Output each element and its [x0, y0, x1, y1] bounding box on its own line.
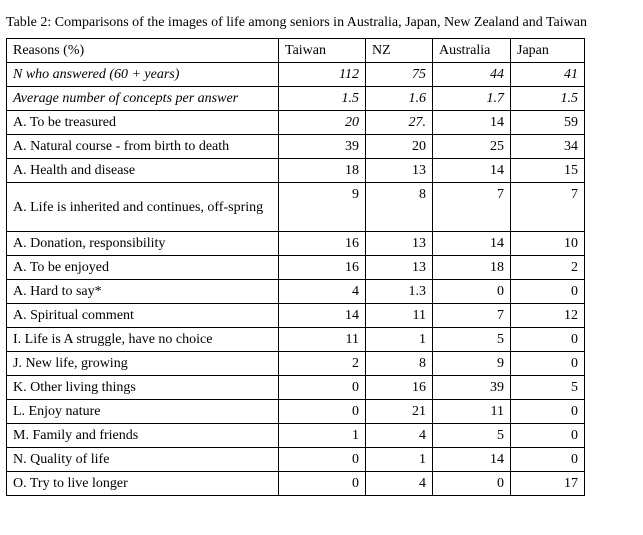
- row-value: 4: [366, 472, 433, 496]
- row-value: 13: [366, 159, 433, 183]
- row-label: J. New life, growing: [7, 352, 279, 376]
- table-row: [7, 183, 585, 232]
- header-reasons: Reasons (%): [7, 39, 279, 63]
- row-value: 1.7: [433, 87, 511, 111]
- row-value: 0: [511, 400, 585, 424]
- row-value: 0: [279, 400, 366, 424]
- row-value: 9: [433, 352, 511, 376]
- comparison-table: [6, 38, 585, 496]
- table-row: [7, 159, 585, 183]
- row-value: 39: [433, 376, 511, 400]
- header-japan: Japan: [511, 39, 585, 63]
- table-row: [7, 376, 585, 400]
- row-value: 16: [366, 376, 433, 400]
- table-header-row: [7, 39, 585, 63]
- row-label: K. Other living things: [7, 376, 279, 400]
- row-value: 44: [433, 63, 511, 87]
- row-value: 14: [433, 232, 511, 256]
- row-value: 7: [511, 183, 585, 232]
- header-nz: NZ: [366, 39, 433, 63]
- row-label: N. Quality of life: [7, 448, 279, 472]
- row-value: 8: [366, 183, 433, 232]
- table-row: [7, 256, 585, 280]
- row-value: 11: [366, 304, 433, 328]
- row-value: 13: [366, 256, 433, 280]
- row-value: 0: [279, 376, 366, 400]
- table-row: [7, 352, 585, 376]
- row-value: 13: [366, 232, 433, 256]
- row-label: O. Try to live longer: [7, 472, 279, 496]
- row-value: 10: [511, 232, 585, 256]
- row-label: A. Hard to say*: [7, 280, 279, 304]
- table-body: [7, 39, 585, 496]
- row-value: 16: [279, 232, 366, 256]
- table-caption: Table 2: Comparisons of the images of life among seniors in Australia, Japan, New Zealand and Taiwan: [6, 15, 587, 30]
- row-label: N who answered (60 + years): [7, 63, 279, 87]
- row-value: 0: [511, 448, 585, 472]
- row-value: 18: [279, 159, 366, 183]
- row-value: 2: [279, 352, 366, 376]
- row-value: 5: [511, 376, 585, 400]
- row-value: 5: [433, 424, 511, 448]
- table-row: [7, 232, 585, 256]
- row-value: 9: [279, 183, 366, 232]
- row-value: 4: [366, 424, 433, 448]
- row-value: 20: [279, 111, 366, 135]
- row-label: A. To be treasured: [7, 111, 279, 135]
- row-label: A. Health and disease: [7, 159, 279, 183]
- row-value: 14: [433, 159, 511, 183]
- row-value: 15: [511, 159, 585, 183]
- row-label: A. Natural course - from birth to death: [7, 135, 279, 159]
- row-value: 14: [279, 304, 366, 328]
- row-label: A. Spiritual comment: [7, 304, 279, 328]
- row-value: 1.5: [279, 87, 366, 111]
- row-value: 59: [511, 111, 585, 135]
- row-value: 4: [279, 280, 366, 304]
- row-value: 25: [433, 135, 511, 159]
- header-australia: Australia: [433, 39, 511, 63]
- row-value: 39: [279, 135, 366, 159]
- row-label: A. Donation, responsibility: [7, 232, 279, 256]
- row-value: 0: [511, 424, 585, 448]
- row-value: 18: [433, 256, 511, 280]
- row-label: I. Life is A struggle, have no choice: [7, 328, 279, 352]
- row-value: 1.5: [511, 87, 585, 111]
- row-value: 0: [511, 328, 585, 352]
- row-label: A. Life is inherited and continues, off-spring: [7, 183, 279, 232]
- row-value: 27.: [366, 111, 433, 135]
- row-value: 14: [433, 111, 511, 135]
- row-value: 0: [433, 472, 511, 496]
- row-value: 8: [366, 352, 433, 376]
- row-value: 75: [366, 63, 433, 87]
- row-value: 7: [433, 304, 511, 328]
- table-row: [7, 472, 585, 496]
- row-value: 2: [511, 256, 585, 280]
- row-value: 1.6: [366, 87, 433, 111]
- row-value: 1: [279, 424, 366, 448]
- row-label: L. Enjoy nature: [7, 400, 279, 424]
- row-value: 0: [433, 280, 511, 304]
- row-value: 41: [511, 63, 585, 87]
- row-value: 0: [279, 448, 366, 472]
- row-value: 0: [279, 472, 366, 496]
- row-value: 11: [279, 328, 366, 352]
- row-value: 34: [511, 135, 585, 159]
- row-value: 12: [511, 304, 585, 328]
- row-value: 1: [366, 328, 433, 352]
- table-row: [7, 87, 585, 111]
- table-row: [7, 448, 585, 472]
- table-row: [7, 424, 585, 448]
- row-value: 16: [279, 256, 366, 280]
- table-row: [7, 111, 585, 135]
- table-row: [7, 304, 585, 328]
- table-row: [7, 63, 585, 87]
- row-value: 20: [366, 135, 433, 159]
- row-value: 1: [366, 448, 433, 472]
- row-value: 112: [279, 63, 366, 87]
- table-row: [7, 280, 585, 304]
- row-value: 21: [366, 400, 433, 424]
- row-value: 5: [433, 328, 511, 352]
- table-row: [7, 328, 585, 352]
- row-value: 14: [433, 448, 511, 472]
- row-label: Average number of concepts per answer: [7, 87, 279, 111]
- header-taiwan: Taiwan: [279, 39, 366, 63]
- row-value: 7: [433, 183, 511, 232]
- row-label: A. To be enjoyed: [7, 256, 279, 280]
- row-label: M. Family and friends: [7, 424, 279, 448]
- row-value: 0: [511, 352, 585, 376]
- row-value: 0: [511, 280, 585, 304]
- row-value: 11: [433, 400, 511, 424]
- table-row: [7, 400, 585, 424]
- table-row: [7, 135, 585, 159]
- row-value: 17: [511, 472, 585, 496]
- row-value: 1.3: [366, 280, 433, 304]
